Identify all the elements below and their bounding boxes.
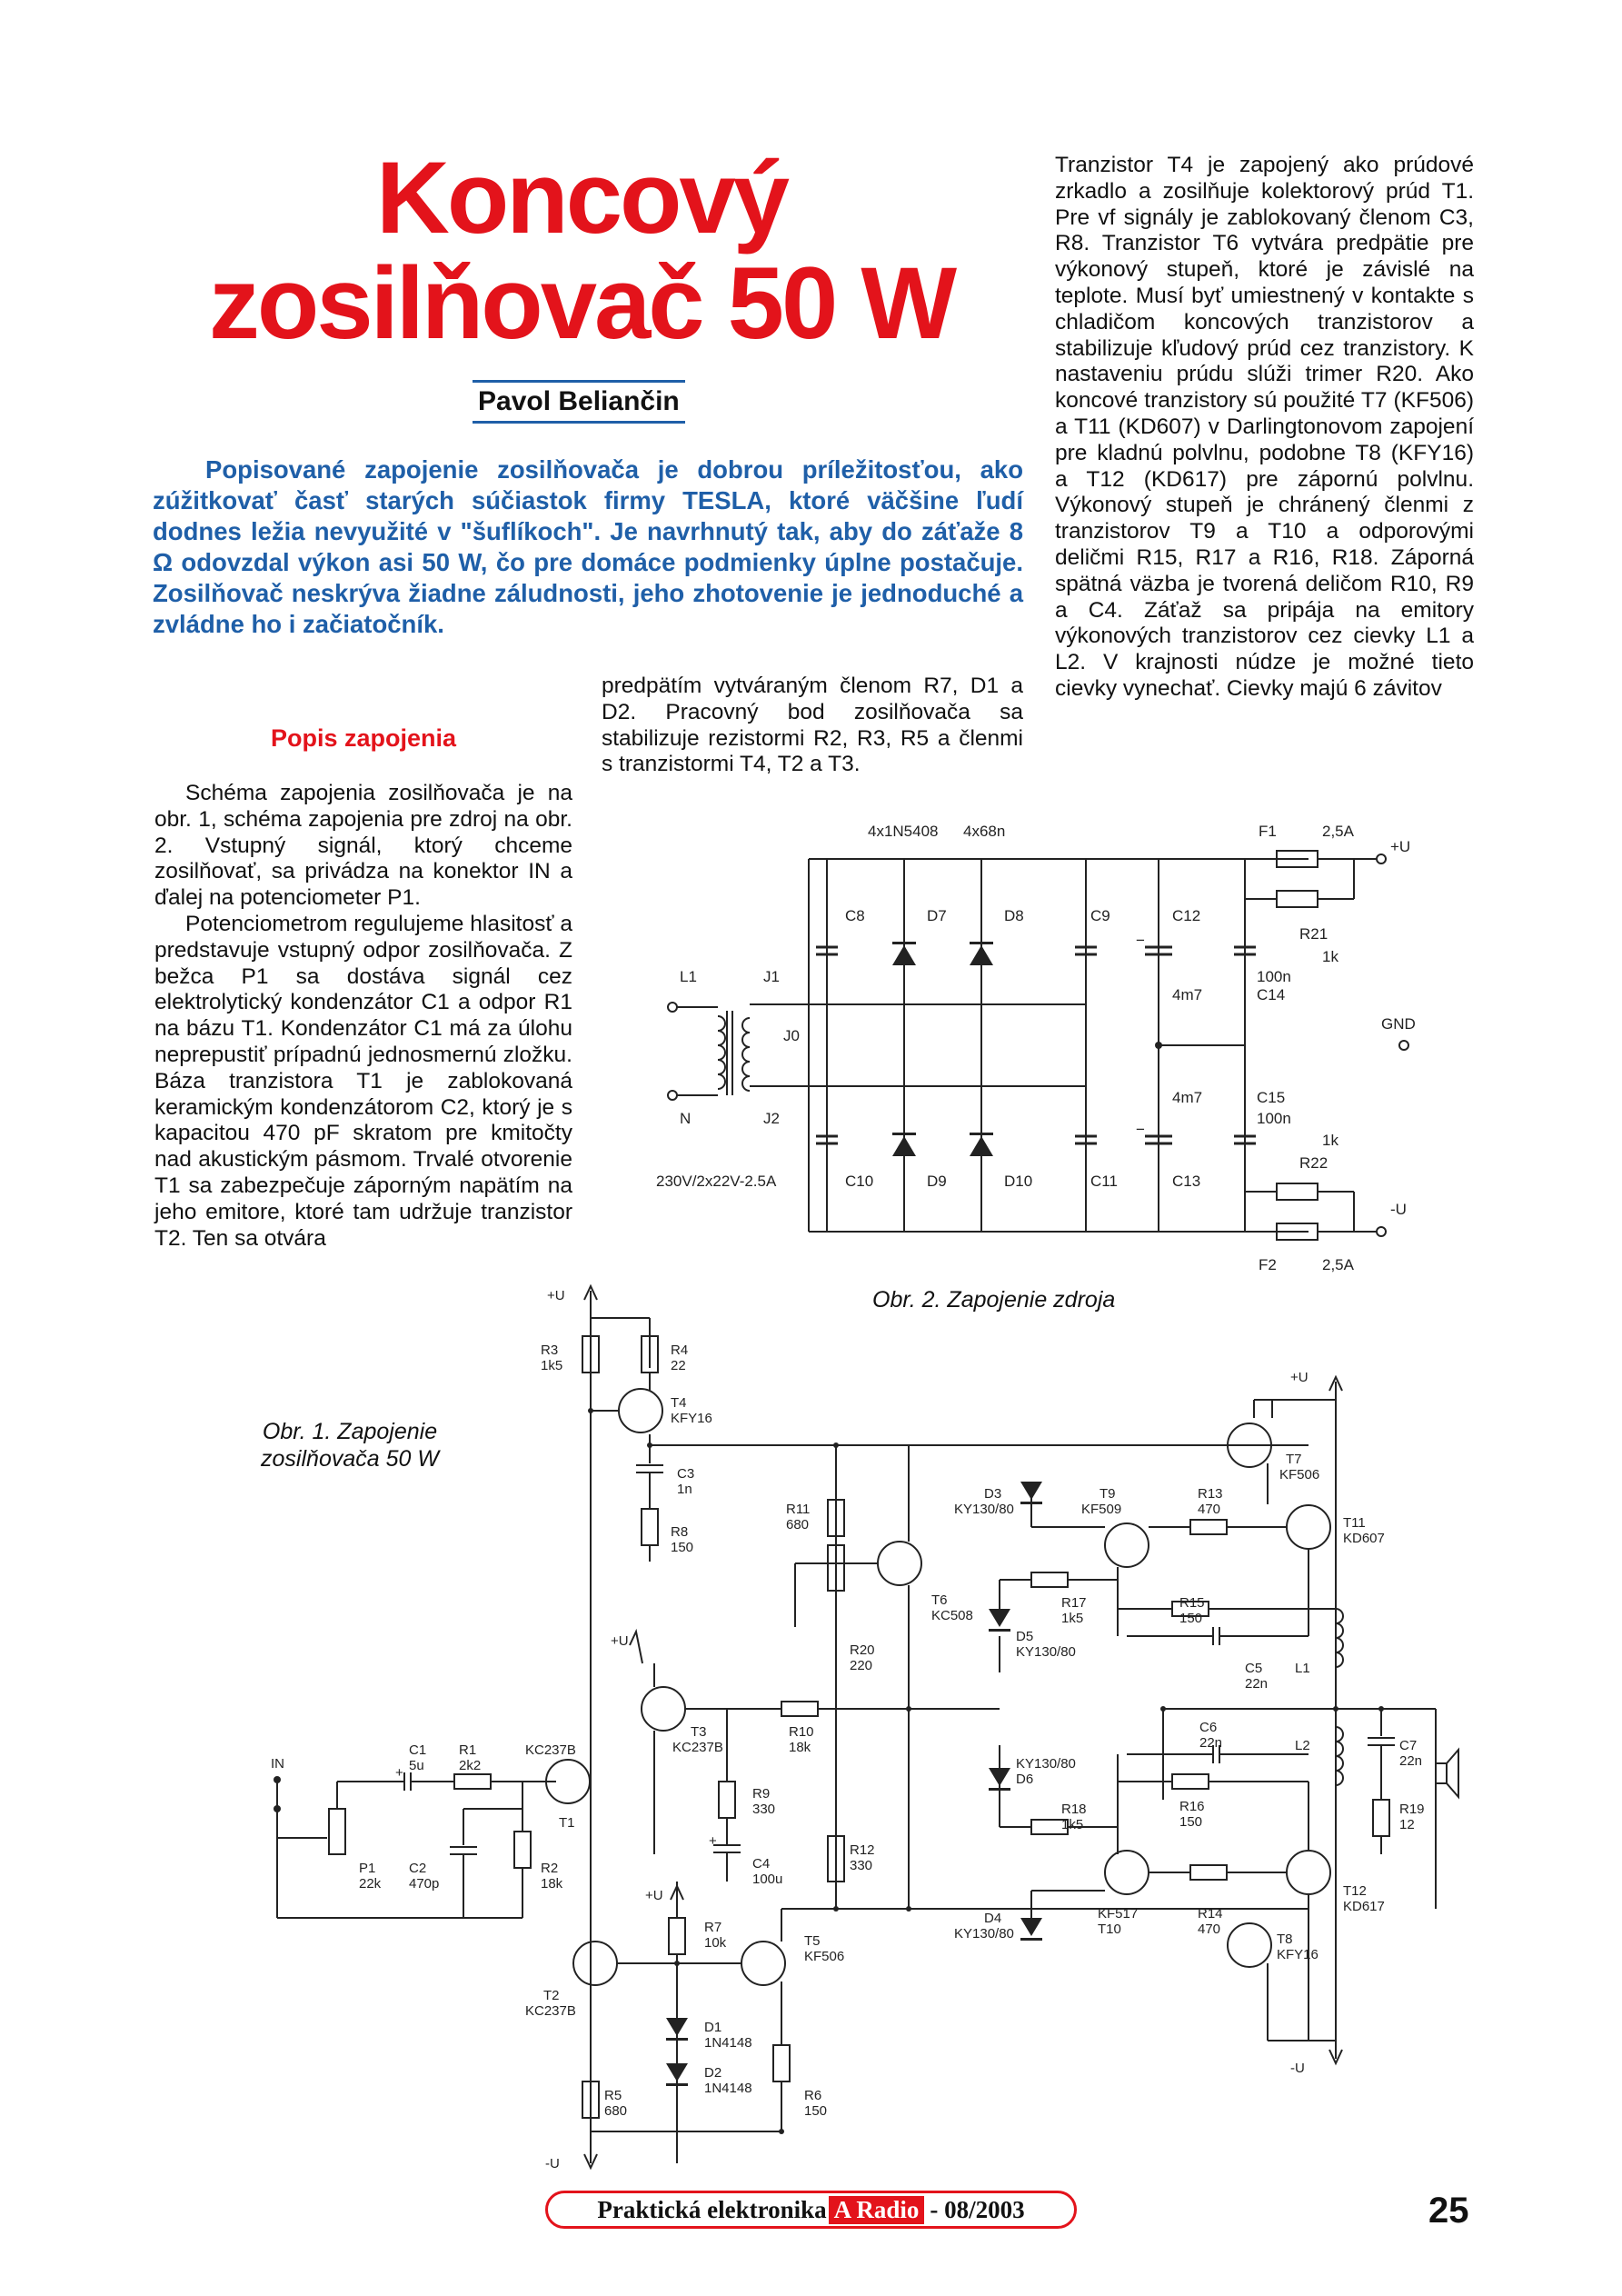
label: 470p bbox=[409, 1876, 440, 1892]
label: 1k bbox=[1322, 1132, 1338, 1149]
label: + bbox=[709, 1833, 717, 1849]
label: +U bbox=[1390, 838, 1411, 855]
label: − bbox=[1136, 1121, 1145, 1138]
label: KY130/80 bbox=[954, 1502, 1014, 1517]
power-supply-schematic bbox=[636, 814, 1454, 1282]
label: R3 bbox=[541, 1343, 559, 1358]
label: 2,5A bbox=[1322, 823, 1354, 840]
label: +U bbox=[611, 1633, 629, 1649]
paragraph: Potenciometrom regulujeme hlasitosť a predstavuje vstupný odpor zosilňovača. Z bežca P1 sa dostáva signál cez elektrolytický kondenzátor C1 a odpor R1 na bázu T1. Kondenzátor C1 má za úlohu neprepustiť prípadnú jednosmernú zložku. Báza tranzistora T1 je zablokovaná keramickým kondenzátorom C2, ktorý je s kapacitou 470 pF skratom pre kmitočty nad akustickým pásmom. Trvalé otvorenie T1 sa zabezpečuje záporným napätím na jeho emitore, ktoré tam udržuje tranzistor T2. Ten sa otvára bbox=[154, 911, 572, 1251]
label: C4 bbox=[752, 1856, 771, 1872]
label: D3 bbox=[984, 1486, 1002, 1502]
magazine-name: Praktická elektronika bbox=[597, 2195, 827, 2223]
label: C7 bbox=[1399, 1738, 1418, 1753]
label: 2k2 bbox=[459, 1758, 482, 1773]
label: T2 bbox=[543, 1988, 560, 2003]
label: D9 bbox=[927, 1173, 947, 1190]
label: R9 bbox=[752, 1786, 771, 1802]
label: D6 bbox=[1016, 1772, 1034, 1787]
label: GND bbox=[1381, 1015, 1416, 1033]
label: R8 bbox=[671, 1524, 689, 1540]
label: 18k bbox=[789, 1740, 811, 1755]
paragraph: predpätím vytváraným členom R7, D1 a D2. Pracovný bod zosilňovača sa stabilizuje rezistormi R2, R3, R5 a členmi s tranzistormi T4, T2 a T3. bbox=[602, 674, 1023, 777]
text-column-right bbox=[1055, 153, 1474, 703]
label: C3 bbox=[677, 1466, 695, 1482]
label: 100n bbox=[1257, 968, 1291, 985]
label: 1k5 bbox=[1061, 1817, 1084, 1832]
label: L1 bbox=[1295, 1661, 1310, 1676]
label: KFY16 bbox=[671, 1411, 712, 1426]
paragraph: Tranzistor T4 je zapojený ako prúdové zrkadlo a zosilňuje kolektorový prúd T1. Pre vf signály je zablokovaný členom C3, R8. Tranzistor T6 vytvára predpätie pre výkonový stupeň, ktoré je závislé na teplote. Musí byť umiestnený v kontakte s chladičom koncových tranzistorov a stabilizuje kľudový prúd cez tranzistory. K nastaveniu prúdu slúži trimer R20. Ako koncové tranzistory sú použité T7 (KF506) a T11 (KD607) v Darlingtonovom zapojení pre kladnú polvlnu, podobne T8 (KFY16) a T12 (KD617) pre zápornú polvlnu. Výkonový stupeň je chránený členmi z tranzistorov T9 a T10 a odporovými deličmi R15, R17 a R16, R18. Záporná spätná väzba je tvorená deličom R10, R9 a C4. Záťaž sa pripája na emitory výkonových tranzistorov cez cievky L1 a L2. V krajnosti núdze je možné tieto cievky vynechať. Cievky majú 6 závitov bbox=[1055, 153, 1474, 701]
label: KD607 bbox=[1343, 1531, 1385, 1546]
label: P1 bbox=[359, 1861, 376, 1876]
label: R22 bbox=[1299, 1154, 1328, 1172]
figure-1-caption: Obr. 1. Zapojenie zosilňovača 50 W bbox=[261, 1419, 439, 1472]
label: R10 bbox=[789, 1724, 814, 1740]
label: 4x68n bbox=[963, 823, 1006, 840]
label: -U bbox=[1290, 2061, 1305, 2076]
paragraph: Schéma zapojenia zosilňovača je na obr. 1, schéma zapojenia pre zdroj na obr. 2. Vstupný signál, ktorý chceme zosilňovať, sa privádza na konektor IN a ďalej na potenciometer P1. bbox=[154, 781, 572, 911]
label: T8 bbox=[1277, 1932, 1293, 1947]
label: C2 bbox=[409, 1861, 427, 1876]
label: 220 bbox=[850, 1658, 873, 1673]
label: R17 bbox=[1061, 1595, 1087, 1611]
label: KC237B bbox=[672, 1740, 723, 1755]
label: KC237B bbox=[525, 2003, 576, 2019]
label: KFY16 bbox=[1277, 1947, 1318, 1962]
label: R14 bbox=[1198, 1906, 1223, 1922]
label: -U bbox=[545, 2156, 560, 2171]
label: R12 bbox=[850, 1842, 875, 1858]
label: R11 bbox=[786, 1502, 811, 1517]
label: C1 bbox=[409, 1742, 427, 1758]
label: KC237B bbox=[525, 1742, 576, 1758]
magazine-footer bbox=[545, 2191, 1077, 2229]
text-column-left bbox=[154, 723, 572, 1252]
label: 470 bbox=[1198, 1922, 1221, 1937]
label: 4x1N5408 bbox=[868, 823, 939, 840]
label: 22k bbox=[359, 1876, 382, 1892]
author-name: Pavol Beliančin bbox=[473, 380, 685, 424]
title-line-2: zosilňovač 50 W bbox=[208, 246, 955, 360]
label: 1N4148 bbox=[704, 2081, 752, 2096]
label: 22 bbox=[671, 1358, 686, 1373]
label: + bbox=[395, 1765, 403, 1781]
label: J0 bbox=[783, 1027, 800, 1044]
label: T3 bbox=[691, 1724, 707, 1740]
label: J1 bbox=[763, 968, 780, 985]
label: C15 bbox=[1257, 1089, 1286, 1106]
magazine-brand: A Radio bbox=[829, 2196, 925, 2224]
label: C6 bbox=[1199, 1720, 1218, 1735]
label: D7 bbox=[927, 907, 947, 924]
label: 150 bbox=[804, 2103, 828, 2119]
label: 330 bbox=[850, 1858, 873, 1873]
label: 680 bbox=[786, 1517, 810, 1532]
label: C8 bbox=[845, 907, 865, 924]
label: +U bbox=[1290, 1370, 1309, 1385]
label: R18 bbox=[1061, 1802, 1087, 1817]
label: KF509 bbox=[1081, 1502, 1122, 1517]
label: T1 bbox=[559, 1815, 575, 1831]
label: -U bbox=[1390, 1201, 1407, 1218]
label: 10k bbox=[704, 1935, 727, 1951]
label: T12 bbox=[1343, 1883, 1367, 1899]
label: R5 bbox=[604, 2088, 622, 2103]
label: D4 bbox=[984, 1911, 1002, 1926]
label: T6 bbox=[931, 1592, 948, 1608]
label: T11 bbox=[1343, 1515, 1366, 1531]
label: T10 bbox=[1098, 1922, 1121, 1937]
label: 1k bbox=[1322, 948, 1338, 965]
page-number: 25 bbox=[1428, 2191, 1469, 2231]
label: T5 bbox=[804, 1933, 821, 1949]
label: T9 bbox=[1100, 1486, 1116, 1502]
label: 5u bbox=[409, 1758, 424, 1773]
label: 330 bbox=[752, 1802, 776, 1817]
label: F2 bbox=[1259, 1256, 1277, 1273]
label: 4m7 bbox=[1172, 1089, 1203, 1106]
label: IN bbox=[271, 1756, 284, 1772]
label: 2,5A bbox=[1322, 1256, 1354, 1273]
label: 100n bbox=[1257, 1110, 1291, 1127]
figure-2-caption: Obr. 2. Zapojenie zdroja bbox=[872, 1287, 1116, 1313]
label: 150 bbox=[1179, 1814, 1203, 1830]
label: R1 bbox=[459, 1742, 477, 1758]
label: D1 bbox=[704, 2020, 722, 2035]
label: +U bbox=[645, 1888, 663, 1903]
label: R19 bbox=[1399, 1802, 1425, 1817]
label: R2 bbox=[541, 1861, 559, 1876]
label: 22n bbox=[1399, 1753, 1423, 1769]
label: R13 bbox=[1198, 1486, 1223, 1502]
amplifier-schematic bbox=[254, 1277, 1490, 2186]
label: 12 bbox=[1399, 1817, 1415, 1832]
label: 4m7 bbox=[1172, 986, 1203, 1003]
article-title bbox=[173, 141, 990, 360]
label: R20 bbox=[850, 1642, 875, 1658]
label: J2 bbox=[763, 1110, 780, 1127]
label: C10 bbox=[845, 1173, 874, 1190]
label: 230V/2x22V-2.5A bbox=[656, 1173, 777, 1190]
label: D8 bbox=[1004, 907, 1024, 924]
label: R7 bbox=[704, 1920, 722, 1935]
label: L2 bbox=[1295, 1738, 1310, 1753]
label: − bbox=[1136, 932, 1145, 949]
section-heading: Popis zapojenia bbox=[270, 724, 457, 752]
label: R15 bbox=[1179, 1595, 1205, 1611]
label: 150 bbox=[671, 1540, 694, 1555]
label: KY130/80 bbox=[1016, 1756, 1076, 1772]
label: 18k bbox=[541, 1876, 563, 1892]
label: KF517 bbox=[1098, 1906, 1139, 1922]
label: N bbox=[680, 1110, 692, 1127]
label: C11 bbox=[1090, 1173, 1118, 1190]
label: 1k5 bbox=[1061, 1611, 1084, 1626]
label: 150 bbox=[1179, 1611, 1203, 1626]
label: 22n bbox=[1199, 1735, 1223, 1751]
label: C9 bbox=[1090, 907, 1110, 924]
label: F1 bbox=[1259, 823, 1277, 840]
label: KF506 bbox=[804, 1949, 845, 1964]
label: C13 bbox=[1172, 1173, 1201, 1190]
label: C14 bbox=[1257, 986, 1286, 1003]
text-column-middle bbox=[602, 674, 1023, 778]
title-line-1: Koncový bbox=[376, 141, 787, 255]
label: L1 bbox=[680, 968, 697, 985]
label: 680 bbox=[604, 2103, 628, 2119]
label: +U bbox=[547, 1288, 565, 1303]
label: 1k5 bbox=[541, 1358, 563, 1373]
magazine-issue: - 08/2003 bbox=[930, 2195, 1025, 2223]
label: R21 bbox=[1299, 925, 1328, 943]
label: D2 bbox=[704, 2065, 722, 2081]
lead-paragraph: Popisované zapojenie zosilňovača je dobrou príležitosťou, ako zúžitkovať časť starých súčiastok firmy TESLA, ktoré väčšine ľudí dodnes ležia nevyužité v "šuflíkoch". Je navrhnutý tak, aby do záťaže 8 Ω odovzdal výkon asi 50 W, čo pre domáce podmienky úplne postačuje. Zosilňovač neskrýva žiadne záludnosti, jeho zhotovenie je jednoduché a zvládne ho i začiatočník. bbox=[153, 455, 1023, 638]
label: T7 bbox=[1286, 1452, 1302, 1467]
label: R4 bbox=[671, 1343, 689, 1358]
label: R6 bbox=[804, 2088, 822, 2103]
label: KY130/80 bbox=[954, 1926, 1014, 1942]
label: C12 bbox=[1172, 907, 1201, 924]
label: C5 bbox=[1245, 1661, 1263, 1676]
label: D10 bbox=[1004, 1173, 1033, 1190]
label: D5 bbox=[1016, 1629, 1034, 1644]
label: 1N4148 bbox=[704, 2035, 752, 2051]
label: R16 bbox=[1179, 1799, 1205, 1814]
label: 1n bbox=[677, 1482, 692, 1497]
label: 22n bbox=[1245, 1676, 1269, 1692]
label: 100u bbox=[752, 1872, 783, 1887]
label: KY130/80 bbox=[1016, 1644, 1076, 1660]
label: 470 bbox=[1198, 1502, 1221, 1517]
label: T4 bbox=[671, 1395, 687, 1411]
label: KD617 bbox=[1343, 1899, 1385, 1914]
label: KF506 bbox=[1279, 1467, 1320, 1482]
label: KC508 bbox=[931, 1608, 973, 1623]
